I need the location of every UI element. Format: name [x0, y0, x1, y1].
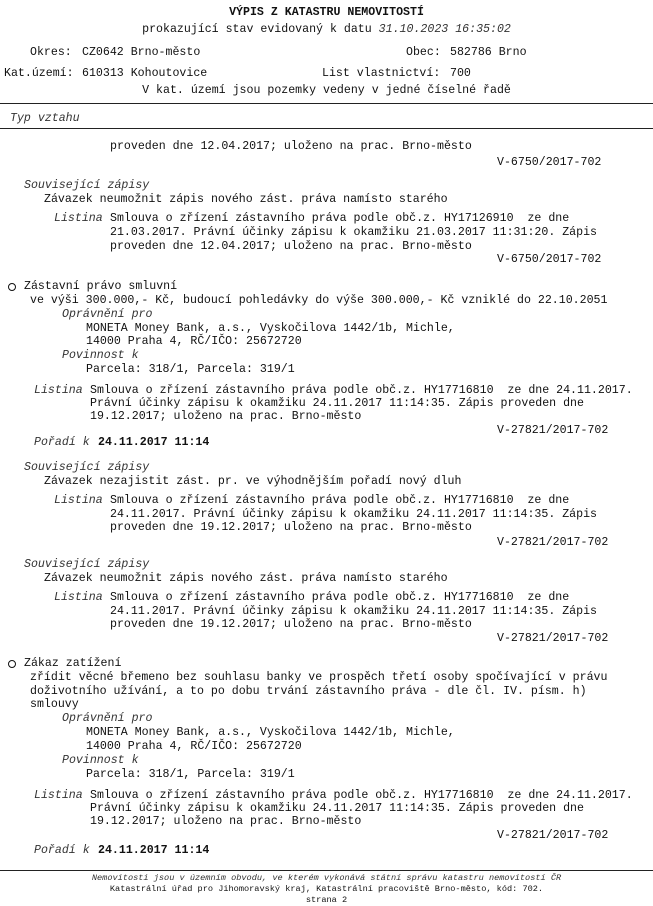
restriction-line: doživotního užívání, a to po dobu trvání zástavního práva - dle čl. IV. písm. h): [30, 685, 587, 698]
reference-number: V-6750/2017-702: [497, 253, 602, 266]
page-number: strana 2: [305, 895, 348, 905]
section-divider: [0, 128, 653, 129]
priority-label: Pořadí k: [34, 436, 90, 449]
listina-label: Listina: [34, 384, 83, 397]
okres-label: Okres:: [30, 46, 72, 59]
listina-line: 19.12.2017; uloženo na prac. Brno-město: [90, 815, 362, 828]
listina-label: Listina: [54, 494, 103, 507]
related-entries-label: Související zápisy: [24, 558, 150, 571]
listina-line: 24.11.2017. Právní účinky zápisu k okamžiku 24.11.2017 11:14:35. Zápis: [110, 605, 598, 618]
entitled-line: 14000 Praha 4, RČ/IČO: 25672720: [86, 740, 302, 753]
entitled-line: MONETA Money Bank, a.s., Vyskočilova 1442/1b, Michle,: [86, 322, 455, 335]
listina-label: Listina: [34, 789, 83, 802]
related-entries-label: Související zápisy: [24, 179, 150, 192]
katuzemi-value: 610313 Kohoutovice: [82, 67, 208, 80]
entitled-label: Oprávnění pro: [62, 308, 153, 321]
obec-value: 582786 Brno: [450, 46, 527, 59]
listina-line: Smlouva o zřízení zástavního práva podle obč.z. HY17716810 ze dne 24.11.2017.: [90, 384, 633, 397]
entry-title: Zákaz zatížení: [24, 657, 122, 670]
lv-label: List vlastnictví:: [322, 67, 441, 80]
restriction-line: smlouvy: [30, 698, 79, 711]
obligation-text: Závazek neumožnit zápis nového zást. práva namísto starého: [44, 572, 448, 585]
listina-line: Smlouva o zřízení zástavního práva podle obč.z. HY17716810 ze dne: [110, 494, 570, 507]
listina-line: proveden dne 19.12.2017; uloženo na prac. Brno-město: [110, 521, 472, 534]
obligation-text: Závazek neumožnit zápis nového zást. práva namísto starého: [44, 193, 448, 206]
obligated-parcels: Parcela: 318/1, Parcela: 319/1: [86, 363, 295, 376]
reference-number: V-27821/2017-702: [497, 632, 609, 645]
subtitle-text: prokazující stav evidovaný k datu: [142, 23, 372, 36]
listina-line: proveden dne 19.12.2017; uloženo na prac. Brno-město: [110, 618, 472, 631]
reference-number: V-27821/2017-702: [497, 424, 609, 437]
related-entries-label: Související zápisy: [24, 461, 150, 474]
restriction-line: zřídit věcné břemeno bez souhlasu banky ve prospěch třetí osoby spočívající v právu: [30, 671, 608, 684]
section-label: Typ vztahu: [10, 112, 80, 125]
document-title: VÝPIS Z KATASTRU NEMOVITOSTÍ: [229, 6, 424, 19]
entry-title: Zástavní právo smluvní: [24, 280, 178, 293]
obligation-text: Závazek nezajistit zást. pr. ve výhodnějším pořadí nový dluh: [44, 475, 462, 488]
listina-line: Smlouva o zřízení zástavního práva podle obč.z. HY17126910 ze dne: [110, 212, 570, 225]
obec-label: Obec:: [406, 46, 441, 59]
lien-amount: ve výši 300.000,- Kč, budoucí pohledávky do výše 300.000,- Kč vzniklé do 22.10.2051: [30, 294, 608, 307]
priority-label: Pořadí k: [34, 844, 90, 857]
continuation-line: proveden dne 12.04.2017; uloženo na prac. Brno-město: [110, 140, 472, 153]
listina-line: Smlouva o zřízení zástavního práva podle obč.z. HY17716810 ze dne: [110, 591, 570, 604]
listina-line: Smlouva o zřízení zástavního práva podle obč.z. HY17716810 ze dne 24.11.2017.: [90, 789, 633, 802]
document-subtitle: [0, 23, 653, 37]
footer-line: Katastrální úřad pro Jihomoravský kraj, Katastrální pracoviště Brno-město, kód: 702.: [109, 884, 544, 894]
listina-line: Právní účinky zápisu k okamžiku 24.11.2017 11:14:35. Zápis proveden dne: [90, 397, 584, 410]
listina-label: Listina: [54, 591, 103, 604]
listina-line: 24.11.2017. Právní účinky zápisu k okamžiku 24.11.2017 11:14:35. Zápis: [110, 508, 598, 521]
listina-line: 19.12.2017; uloženo na prac. Brno-město: [90, 410, 362, 423]
listina-line: proveden dne 12.04.2017; uloženo na prac. Brno-město: [110, 240, 472, 253]
listina-line: Právní účinky zápisu k okamžiku 24.11.2017 11:14:35. Zápis proveden dne: [90, 802, 584, 815]
listina-line: 21.03.2017. Právní účinky zápisu k okamžiku 21.03.2017 11:31:20. Zápis: [110, 226, 598, 239]
header-divider: [0, 103, 653, 104]
katuzemi-label: Kat.území:: [4, 67, 74, 80]
priority-value: 24.11.2017 11:14: [98, 844, 210, 857]
okres-value: CZ0642 Brno-město: [82, 46, 201, 59]
footer-divider: [0, 870, 653, 871]
listina-label: Listina: [54, 212, 103, 225]
lv-value: 700: [450, 67, 471, 80]
obligated-label: Povinnost k: [62, 754, 139, 767]
subtitle-date: 31.10.2023 16:35:02: [378, 23, 511, 36]
obligated-parcels: Parcela: 318/1, Parcela: 319/1: [86, 768, 295, 781]
entitled-line: MONETA Money Bank, a.s., Vyskočilova 1442/1b, Michle,: [86, 726, 455, 739]
entitled-line: 14000 Praha 4, RČ/IČO: 25672720: [86, 335, 302, 348]
obligated-label: Povinnost k: [62, 349, 139, 362]
reference-number: V-6750/2017-702: [497, 156, 602, 169]
parcel-series-note: V kat. území jsou pozemky vedeny v jedné číselné řadě: [142, 84, 511, 97]
reference-number: V-27821/2017-702: [497, 536, 609, 549]
entry-bullet-icon: [8, 660, 16, 668]
reference-number: V-27821/2017-702: [497, 829, 609, 842]
footer-line: Nemovitosti jsou v územním obvodu, ve kterém vykonává státní správu katastru nemovitostí ČR: [91, 873, 562, 883]
priority-value: 24.11.2017 11:14: [98, 436, 210, 449]
entitled-label: Oprávnění pro: [62, 712, 153, 725]
entry-bullet-icon: [8, 283, 16, 291]
